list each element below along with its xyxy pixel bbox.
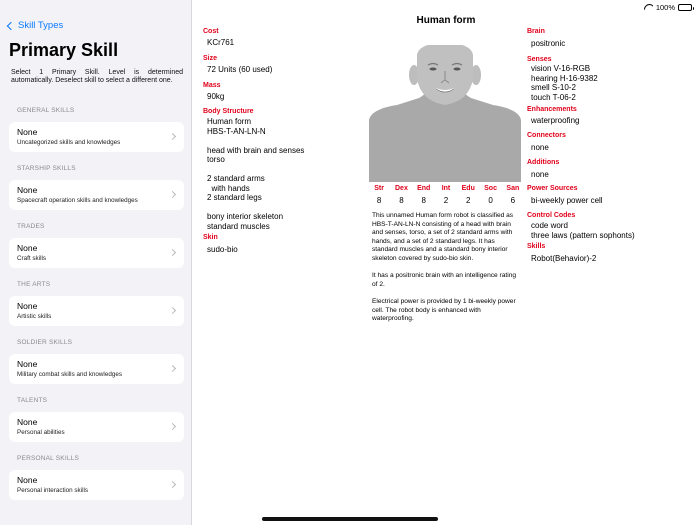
additions-label: Additions (527, 159, 560, 166)
skill-value: None (17, 127, 38, 137)
section-header: TALENTS (17, 397, 48, 404)
battery-percent: 100% (655, 3, 675, 12)
section-starship-skills (9, 165, 184, 210)
skill-subtitle: Craft skills (17, 255, 47, 262)
skills-value: Robot(Behavior)-2 (531, 254, 597, 263)
skill-subtitle: Uncategorized skills and knowledges (17, 139, 121, 146)
stats-table (368, 185, 524, 205)
section-header: THE ARTS (17, 281, 51, 288)
body-structure-label: Body Structure (203, 108, 254, 115)
stat-value-san: 6 (510, 196, 516, 205)
stat-value-soc: 0 (488, 196, 493, 205)
section-header: STARSHIP SKILLS (17, 165, 76, 172)
size-value: 72 Units (60 used) (207, 65, 273, 74)
enhancements-value: waterproofing (531, 116, 580, 125)
skill-value: None (17, 301, 38, 311)
stat-value-str: 8 (376, 196, 382, 205)
skill-value: None (17, 185, 38, 195)
skills-label: Skills (527, 243, 546, 250)
skill-picker-starship[interactable] (9, 180, 184, 210)
control-codes-value: code word three laws (pattern sophonts) (531, 221, 635, 240)
cost-label: Cost (203, 28, 219, 35)
stat-value-dex: 8 (399, 196, 404, 205)
stat-header-san: San (506, 185, 520, 192)
control-codes-label: Control Codes (527, 212, 576, 219)
skill-picker-personal[interactable] (9, 470, 184, 500)
stat-header-edu: Edu (461, 185, 475, 192)
power-sources-value: bi-weekly power cell (531, 196, 603, 205)
section-header: TRADES (17, 223, 45, 230)
stat-value-end: 8 (421, 196, 426, 205)
back-button[interactable] (6, 20, 63, 31)
cost-value: KCr761 (207, 38, 235, 47)
skill-picker-trades[interactable] (9, 238, 184, 268)
enhancements-label: Enhancements (527, 106, 577, 113)
skill-value: None (17, 475, 38, 485)
skill-subtitle: Personal interaction skills (17, 487, 89, 494)
mass-value: 90kg (207, 92, 225, 101)
stat-header-str: Str (374, 185, 384, 192)
robot-portrait (369, 45, 521, 182)
section-personal-skills (9, 455, 184, 500)
additions-value: none (531, 170, 549, 179)
chevron-left-icon (7, 21, 15, 29)
section-trades (9, 223, 184, 268)
section-header: GENERAL SKILLS (17, 107, 75, 114)
senses-label: Senses (527, 56, 552, 63)
brain-label: Brain (527, 28, 545, 35)
skin-label: Skin (203, 234, 218, 241)
stats-header-row (368, 185, 524, 192)
senses-value: vision V-16-RGB hearing H-16-9382 smell S-10-2 touch T-06-2 (531, 64, 598, 102)
stat-header-dex: Dex (395, 185, 408, 192)
skill-value: None (17, 359, 38, 369)
skill-subtitle: Spacecraft operation skills and knowledges (17, 197, 138, 204)
back-label: Skill Types (18, 20, 64, 31)
stat-value-edu: 2 (466, 196, 471, 205)
stat-value-int: 2 (443, 196, 449, 205)
robot-title: Human form (416, 15, 476, 26)
stat-header-int: Int (441, 185, 451, 192)
section-talents (9, 397, 184, 442)
section-the-arts (9, 281, 184, 326)
connectors-label: Connectors (527, 132, 566, 139)
stat-header-end: End (417, 185, 431, 192)
robot-detail-panel (192, 0, 700, 525)
skill-subtitle: Artistic skills (17, 313, 52, 320)
mass-label: Mass (203, 82, 221, 89)
brain-value: positronic (531, 39, 566, 48)
skill-value: None (17, 243, 38, 253)
skill-subtitle: Personal abilities (17, 429, 65, 436)
skill-picker-general[interactable] (9, 122, 184, 152)
skill-picker-soldier[interactable] (9, 354, 184, 384)
stat-header-soc: Soc (484, 185, 497, 192)
skin-value: sudo-bio (207, 245, 238, 254)
skill-picker-talents[interactable] (9, 412, 184, 442)
connectors-value: none (531, 143, 549, 152)
instructions-text: Select 1 Primary Skill. Level is determined automatically. Deselect skill to select a different one. (11, 69, 183, 84)
stats-value-row (368, 192, 524, 205)
sidebar (0, 0, 192, 525)
page-title: Primary Skill (9, 40, 119, 60)
description-paragraph: It has a positronic brain with an intelligence rating of 2. (372, 272, 517, 288)
section-header: SOLDIER SKILLS (17, 339, 73, 346)
robot-description (372, 212, 522, 332)
body-structure-value: Human form HBS-T-AN-LN-N head with brain and senses torso 2 standard arms with hands 2 standard legs bony interior skeleton standard muscles (207, 117, 305, 231)
description-paragraph: This unnamed Human form robot is classified as HBS-T-AN-LN-N consisting of a head with brain and senses, torso, a set of 2 standard arms with hands, and a set of 2 standard legs. It has standard muscles and a standard bony interior skeleton covered by sudo-bio skin. (372, 212, 514, 262)
power-sources-label: Power Sources (527, 185, 578, 192)
size-label: Size (203, 55, 218, 62)
skill-subtitle: Military combat skills and knowledges (17, 371, 122, 378)
section-soldier-skills (9, 339, 184, 384)
description-paragraph: Electrical power is provided by 1 bi-weekly power cell. The robot body is enhanced with waterproofing. (372, 297, 516, 323)
section-general-skills (9, 107, 184, 152)
section-header: PERSONAL SKILLS (17, 455, 80, 462)
skill-picker-arts[interactable] (9, 296, 184, 326)
home-indicator[interactable] (262, 517, 438, 521)
skill-value: None (17, 417, 38, 427)
